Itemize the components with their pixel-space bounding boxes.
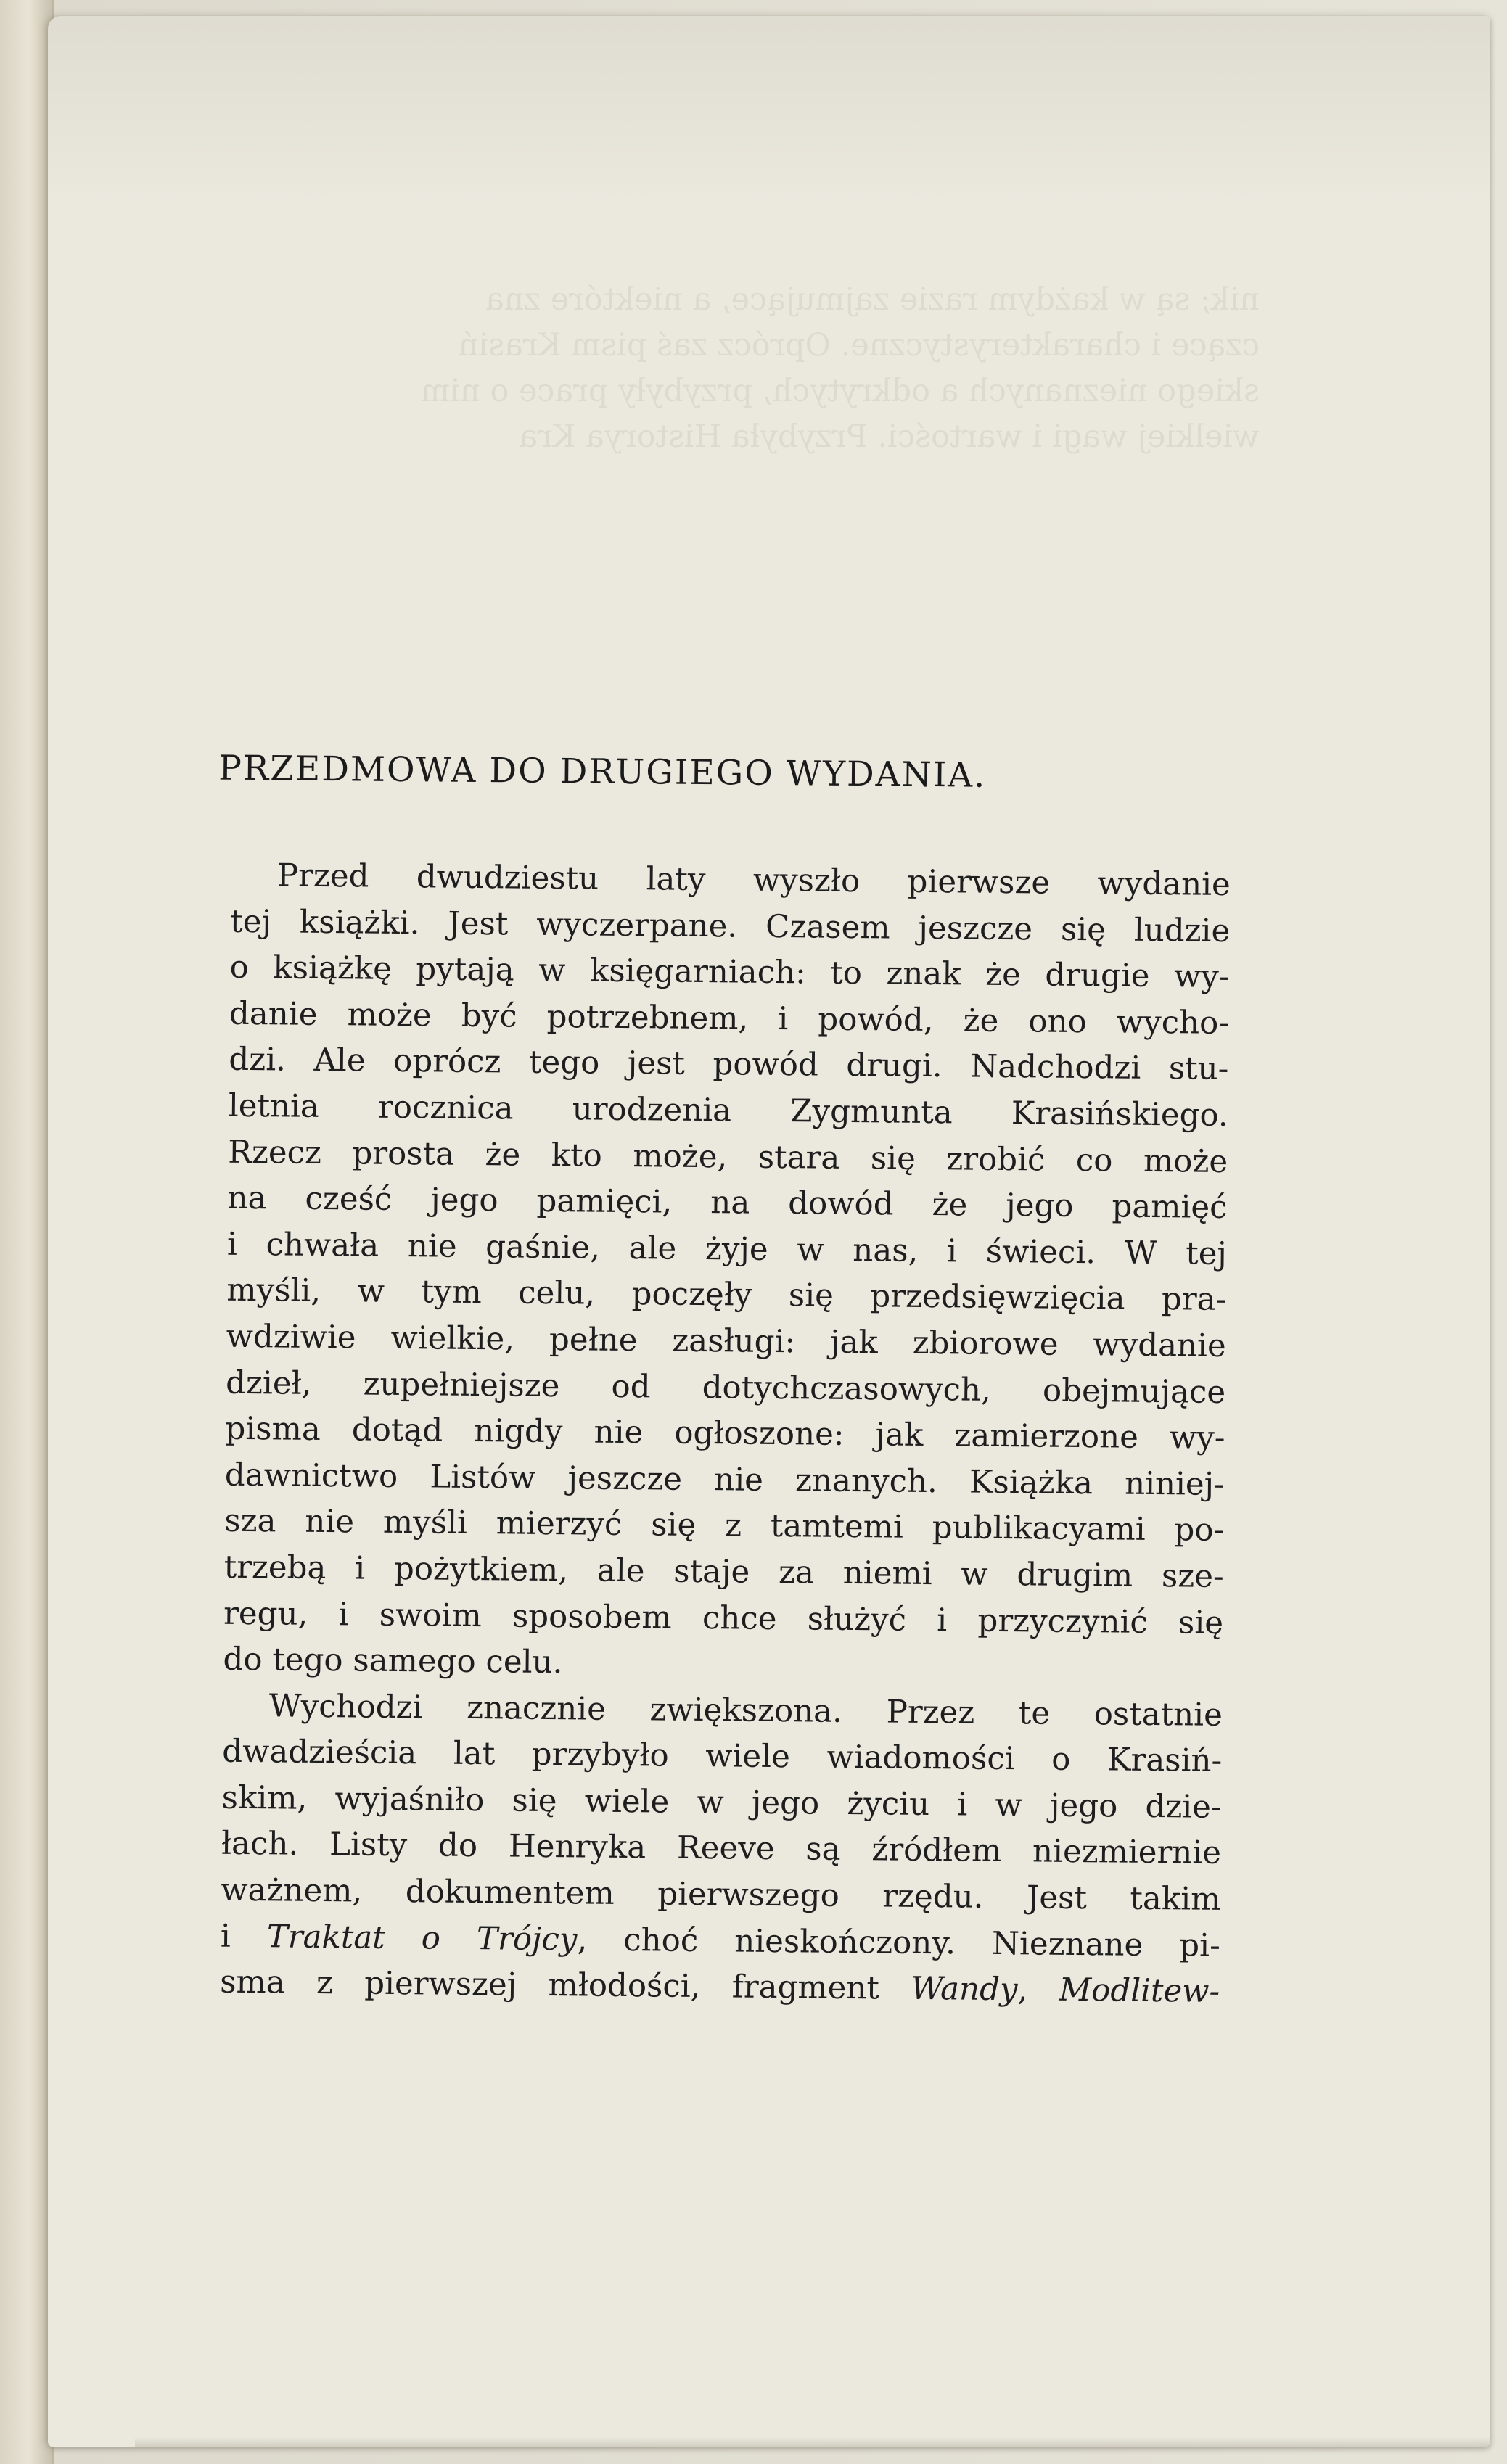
text-line — [220, 1960, 1220, 2016]
text-fragment: , choć nieskończony. Nieznane pi- — [577, 1921, 1221, 1964]
text-line: na cześć jego pamięci, na dowód że jego pamięć — [227, 1179, 1228, 1227]
text-line: dawnictwo Listów jeszcze nie znanych. Książka niniej- — [224, 1456, 1225, 1503]
show-through-text: nik; są w każdym razie zajmujące, a niektóre zna czące i charakterystyczne. Oprócz zaś pism Krasiń skiego nieznanych a odkrytych, przybyły prace o nim wielkiej wagi i wartości. Przybyła Historya Kra — [420, 281, 1260, 455]
page-title: PRZEDMOWA DO DRUGIEGO WYDANIA. — [218, 748, 987, 796]
text-line: sza nie myśli mierzyć się z tamtemi publikacyami po- — [224, 1503, 1225, 1549]
text-line: łach. Listy do Henryka Reeve są źródłem niezmiernie — [221, 1826, 1222, 1872]
text-line: dzi. Ale oprócz tego jest powód drugi. Nadchodzi stu- — [229, 1042, 1229, 1088]
text-line: ważnem, dokumentem pierwszego rzędu. Jest takim — [221, 1871, 1221, 1918]
text-line: skim, wyjaśniło się wiele w jego życiu i w jego dzie- — [221, 1779, 1222, 1826]
text-line: Wychodzi znacznie zwiększona. Przez te ostatnie — [268, 1688, 1223, 1734]
text-line: wdziwie wielkie, pełne zasługi: jak zbiorowe wydanie — [226, 1318, 1226, 1364]
text-fragment: i — [220, 1918, 268, 1955]
text-line: regu, i swoim sposobem chce służyć i przyczynić się — [223, 1595, 1224, 1641]
text-line: o książkę pytają w księgarniach: to znak że drugie wy- — [229, 949, 1230, 996]
text-line: letnia rocznica urodzenia Zygmunta Krasińskiego. — [228, 1087, 1229, 1134]
left-page-edge — [0, 0, 54, 2464]
text-line: i chwała nie gaśnie, ale żyje w nas, i świeci. W tej — [226, 1226, 1228, 1272]
text-line: do tego samego celu. — [223, 1641, 563, 1681]
text-line: trzebą i pożytkiem, ale staje za niemi w drugim sze- — [223, 1549, 1224, 1595]
text-line: dzieł, zupełniejsze od dotychczasowych, obejmujące — [225, 1364, 1226, 1411]
italic-title: Modlitew- — [1059, 1972, 1220, 2011]
text-line: tej książki. Jest wyczerpane. Czasem jeszcze się ludzie — [230, 903, 1231, 949]
text-line: dwadzieścia lat przybyło wiele wiadomości o Krasiń- — [222, 1733, 1223, 1780]
text-line: pisma dotąd nigdy nie ogłoszone: jak zamierzone wy- — [225, 1410, 1225, 1457]
text-line: myśli, w tym celu, poczęły się przedsięwzięcia pra- — [226, 1272, 1227, 1319]
text-fragment: , — [1017, 1971, 1059, 2009]
text-line: Rzecz prosta że kto może, stara się zrobić co może — [227, 1134, 1228, 1180]
text-line: danie może być potrzebnem, i powód, że ono wycho- — [229, 995, 1230, 1042]
italic-title: Traktat o Trójcy — [266, 1918, 578, 1958]
page-content — [48, 16, 1490, 2447]
text-fragment: sma z pierwszej młodości, fragment — [219, 1964, 911, 2008]
text-line: Przed dwudziestu laty wyszło pierwsze wydanie — [276, 857, 1231, 903]
page-bottom-edge — [135, 2437, 1490, 2447]
preface-text — [220, 853, 1231, 2016]
book-page — [48, 16, 1490, 2447]
italic-title: Wandy — [910, 1971, 1018, 2008]
